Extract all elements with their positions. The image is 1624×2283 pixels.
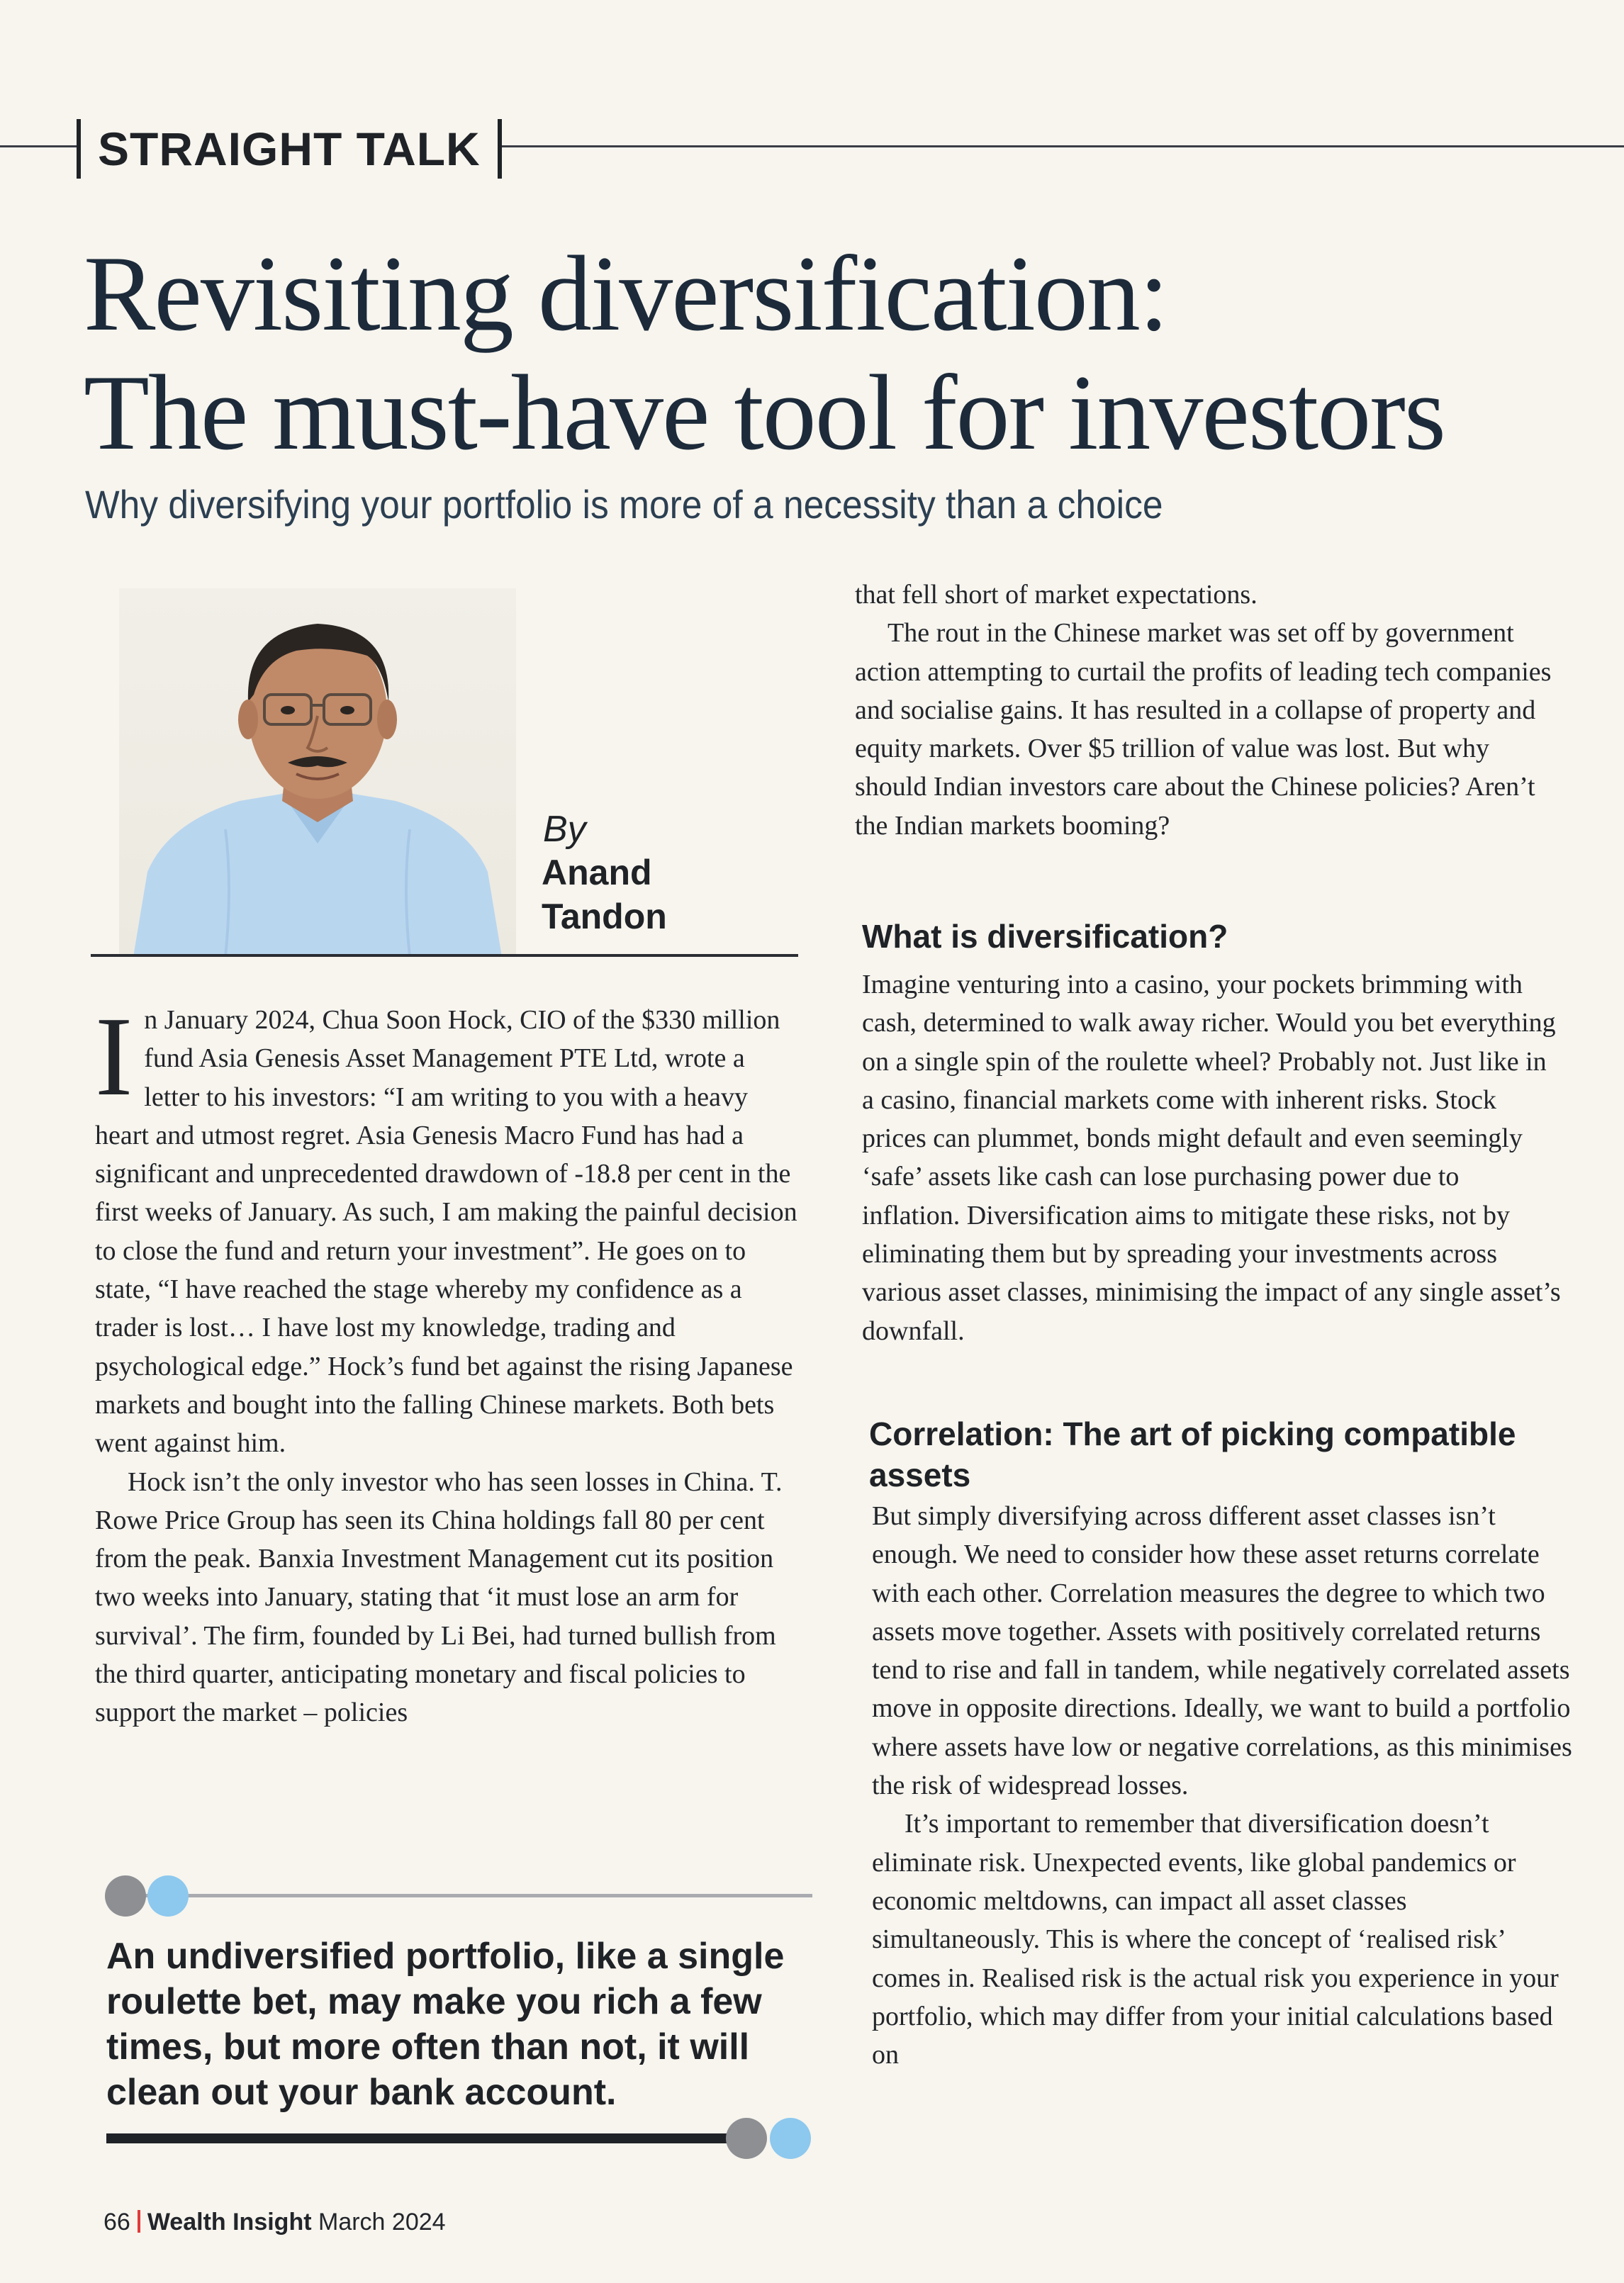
paragraph-casino: Imagine venturing into a casino, your pockets brimming with cash, determined to walk away richer. Would you bet everything on a single spin of the roulette wheel? Probably not. Just like in a casino, financial markets come with inherent risks. Stock prices can plummet, bonds might default and even seemingly ‘safe’ assets like cash can lose purchasing power due to inflation. Diversification aims to mitigate these risks, not by eliminating them but by spreading your investments across various asset classes, minimising the impact of any single asset’s downfall. [862,970,1561,1346]
author-name [542,851,726,938]
section-tag: STRAIGHT TALK [77,119,502,179]
issue-date: March 2024 [318,2209,446,2236]
blue-dot-icon [147,1875,189,1917]
page-footer [103,2209,446,2236]
grey-dot-icon [726,2118,767,2159]
author-last-name: Tandon [542,897,667,936]
headline-line-2: The must-have tool for investors [84,353,1445,472]
page-number: 66 [103,2209,130,2236]
author-first-name: Anand [542,853,652,892]
headline [84,234,1586,472]
left-column [95,993,798,1732]
right-column-bottom [872,1497,1574,2074]
pull-quote-bottom-rule [106,2133,744,2143]
folio-separator [138,2210,140,2233]
byline-rule [91,954,798,957]
paragraph-correlation: But simply diversifying across different asset classes isn’t enough. We need to consider how these asset returns correlate with each other. Correlation measures the degree to which two assets move together. Assets with positively correlated returns tend to rise and fall in tandem, while negatively correlated assets move in opposite directions. Ideally, we want to build a portfolio where assets have low or negative correlations, as this minimises the risk of widespread losses. [872,1501,1572,1801]
paragraph-realised-risk: It’s important to remember that diversification doesn’t eliminate risk. Unexpected events, like global pandemics or economic meltdowns, can impact all asset classes simultaneously. This is where the concept of ‘realised risk’ comes in. Realised risk is the actual risk you experience in your portfolio, which may differ from your initial calculations based on [872,1809,1559,2070]
standfirst: Why diversifying your portfolio is more of a necessity than a choice [85,482,1163,527]
subhead-correlation: Correlation: The art of picking compatible assets [869,1415,1516,1493]
subhead-what-is-diversification: What is diversification? [862,918,1228,955]
right-column-top [855,576,1557,845]
intro-text: n January 2024, Chua Soon Hock, CIO of the $330 million fund Asia Genesis Asset Management PTE Ltd, wrote a letter to his investors: “I am writing to you with a heavy heart and utmost regret. Asia Genesis Macro Fund has had a significant and unprecedented drawdown of -18.8 per cent in the first weeks of January. As such, I am making the painful decision to close the fund and return your investment”. He goes on to state, “I have reached the stage whereby my confidence as a trader is lost… I have lost my knowledge, trading and psychological edge.” Hock’s fund bet against the rising Japanese markets and bought into the falling Chinese markets. Both bets went against him. [95,1005,797,1459]
paragraph-rout: The rout in the Chinese market was set off by government action attempting to curtail the profits of leading tech companies and socialise gains. It has resulted in a collapse of property and equity markets. Over $5 trillion of value was lost. But why should Indian investors care about the Chinese policies? Aren’t the Indian markets booming? [855,618,1552,841]
paragraph-continued: that fell short of market expectations. [855,580,1258,610]
right-column-middle [862,965,1564,1350]
byline-prefix: By [543,809,586,850]
drop-cap: I [95,993,133,1119]
pull-quote: An undiversified portfolio, like a single roulette bet, may make you rich a few times, but more often than not, it will clean out your bank account. [106,1936,785,2113]
paragraph-intro [95,993,798,1463]
headline-line-1: Revisiting diversification: [84,234,1168,353]
publication-name: Wealth Insight [147,2209,312,2236]
paragraph-losses: Hock isn’t the only investor who has seen losses in China. T. Rowe Price Group has seen its China holdings fall 80 per cent from the peak. Banxia Investment Management cut its position two weeks into January, stating that ‘it must lose an arm for survival’. The firm, founded by Li Bei, had turned bullish from the third quarter, anticipating monetary and fiscal policies to support the market – policies [95,1466,783,1728]
blue-dot-icon [770,2118,811,2159]
grey-dot-icon [105,1875,146,1917]
author-photo [119,588,516,957]
pull-quote-top-rule [142,1894,812,1897]
